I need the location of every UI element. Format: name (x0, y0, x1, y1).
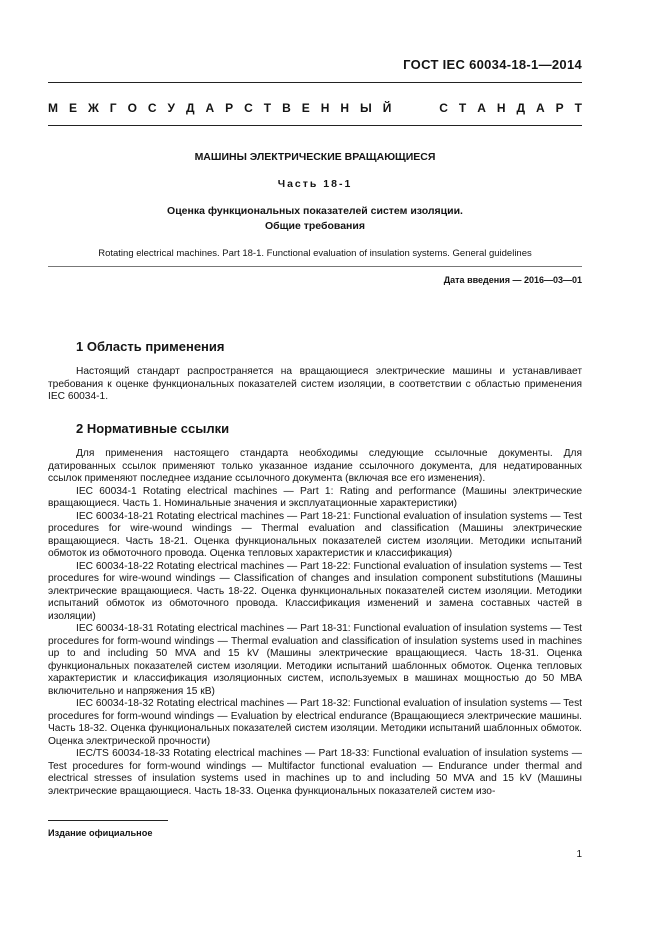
reference-item: IEC 60034-1 Rotating electrical machines — Part 1: Rating and performance (Машины электрические вращающиеся. Часть 1. Номинальные значения и эксплуатационные характеристики) (48, 485, 582, 509)
scope-paragraph (48, 366, 582, 404)
interstate-letter: Е (301, 101, 310, 115)
interstate-letter: В (282, 101, 291, 115)
interstate-letter: Т (263, 101, 272, 115)
interstate-letter: А (536, 101, 545, 115)
interstate-letter: М (48, 101, 58, 115)
interstate-letter: С (244, 101, 253, 115)
header-rule (48, 125, 582, 126)
top-rule (48, 82, 582, 83)
interstate-letter: Р (555, 101, 564, 115)
reference-item: IEC 60034-18-21 Rotating electrical machines — Part 18-21: Functional evaluation of insulation systems — Test procedures for wire-wound windings — Thermal evaluation and classification (Машины электрические вращающиеся. Часть 18-21. Оценка функциональных показателей систем изоляции. Методики испытаний обмоток из обмоточного провода. Оценка тепловых характеристик и классификация) (48, 510, 582, 559)
subtitle-line-1: Оценка функциональных показателей систем изоляции. (167, 205, 463, 217)
interstate-letter: Т (574, 101, 582, 115)
interstate-letter: Ы (359, 101, 372, 115)
interstate-letter: У (167, 101, 175, 115)
interstate-standard-label (48, 101, 582, 115)
word-gap (402, 101, 428, 115)
references-intro: Для применения настоящего стандарта необходимы следующие ссылочные документы. Для датированных ссылок применяют только указанное издание ссылочного документа, для недатированных ссылок применяют последнее издание ссылочного документа (включая все его изменения). (48, 448, 582, 484)
footer-rule (48, 820, 168, 821)
interstate-letter: Т (458, 101, 467, 115)
section-heading-scope: 1 Область применения (76, 339, 225, 354)
interstate-letter: Н (320, 101, 330, 115)
standard-code: ГОСТ IEC 60034-18-1—2014 (403, 57, 582, 72)
page-number: 1 (576, 849, 582, 860)
interstate-letter: Н (340, 101, 349, 115)
interstate-letter: О (127, 101, 137, 115)
document-title: МАШИНЫ ЭЛЕКТРИЧЕСКИЕ ВРАЩАЮЩИЕСЯ (194, 151, 436, 163)
interstate-letter: Р (225, 101, 234, 115)
interstate-letter: Ж (87, 101, 99, 115)
interstate-letter: А (205, 101, 215, 115)
interstate-letter: С (439, 101, 448, 115)
introduction-date: Дата введения — 2016—03—01 (443, 275, 582, 285)
reference-item: IEC 60034-18-22 Rotating electrical machines — Part 18-22: Functional evaluation of insulation systems — Test procedures for wire-wound windings — Classification of changes and insulation component substitutions (Машины электрические вращающиеся. Часть 18-22. Оценка функциональных показателей систем изоляции. Методики испытаний обмоток из обмоточного провода. Классификация изменений и замена составных частей в изоляции) (48, 560, 582, 622)
section-heading-references: 2 Нормативные ссылки (76, 421, 230, 436)
scope-text: Настоящий стандарт распространяется на вращающиеся электрические машины и устанавливает требования к оценке функциональных показателей систем изоляции, в соответствии с областью применения IEC 60034-1. (48, 366, 582, 402)
interstate-letter: Д (516, 101, 526, 115)
interstate-letter: Й (382, 101, 392, 115)
interstate-letter: С (147, 101, 157, 115)
official-edition-label: Издание официальное (48, 828, 153, 838)
references-list (48, 448, 582, 798)
interstate-letter: Г (109, 101, 117, 115)
reference-item: IEC 60034-18-31 Rotating electrical machines — Part 18-31: Functional evaluation of insulation systems — Test procedures for form-wound windings — Thermal evaluation and classification of insulation systems used in machines up to and including 50 MVA and 15 kV (Машины электрические вращающиеся. Часть 18-31. Оценка функциональных показателей систем изоляции. Методики испытаний шаблонных обмоток. Оценка тепловых характеристик и классификация изоляционных систем, используемых в машинах мощностью до 50 МВА включительно и напряжения 15 кВ) (48, 623, 582, 697)
interstate-letter: Е (68, 101, 77, 115)
part-number: Часть 18-1 (277, 178, 353, 190)
interstate-letter: А (477, 101, 486, 115)
subtitle-line-2: Общие требования (265, 220, 365, 232)
interstate-letter: Н (496, 101, 506, 115)
title-rule (48, 266, 582, 267)
english-title: Rotating electrical machines. Part 18-1. Functional evaluation of insulation systems. General guidelines (98, 248, 532, 259)
reference-item: IEC/TS 60034-18-33 Rotating electrical machines — Part 18-33: Functional evaluation of insulation systems — Test procedures for form-wound windings — Multifactor functional evaluation — Endurance under thermal and electrical stresses of insulation systems used in machines up to and including 50 MVA and 15 kV (Машины электрические вращающиеся. Часть 18-33. Оценка функциональных показателей систем изо- (48, 748, 582, 797)
interstate-letter: Д (185, 101, 195, 115)
reference-item: IEC 60034-18-32 Rotating electrical machines — Part 18-32: Functional evaluation of insulation systems — Test procedures for form-wound windings — Evaluation by electrical endurance (Вращающиеся электрические машины. Часть 18-32. Оценка функциональных показателей систем изоляции. Методики испытаний шаблонных обмоток. Оценка электрической прочности) (48, 698, 582, 747)
